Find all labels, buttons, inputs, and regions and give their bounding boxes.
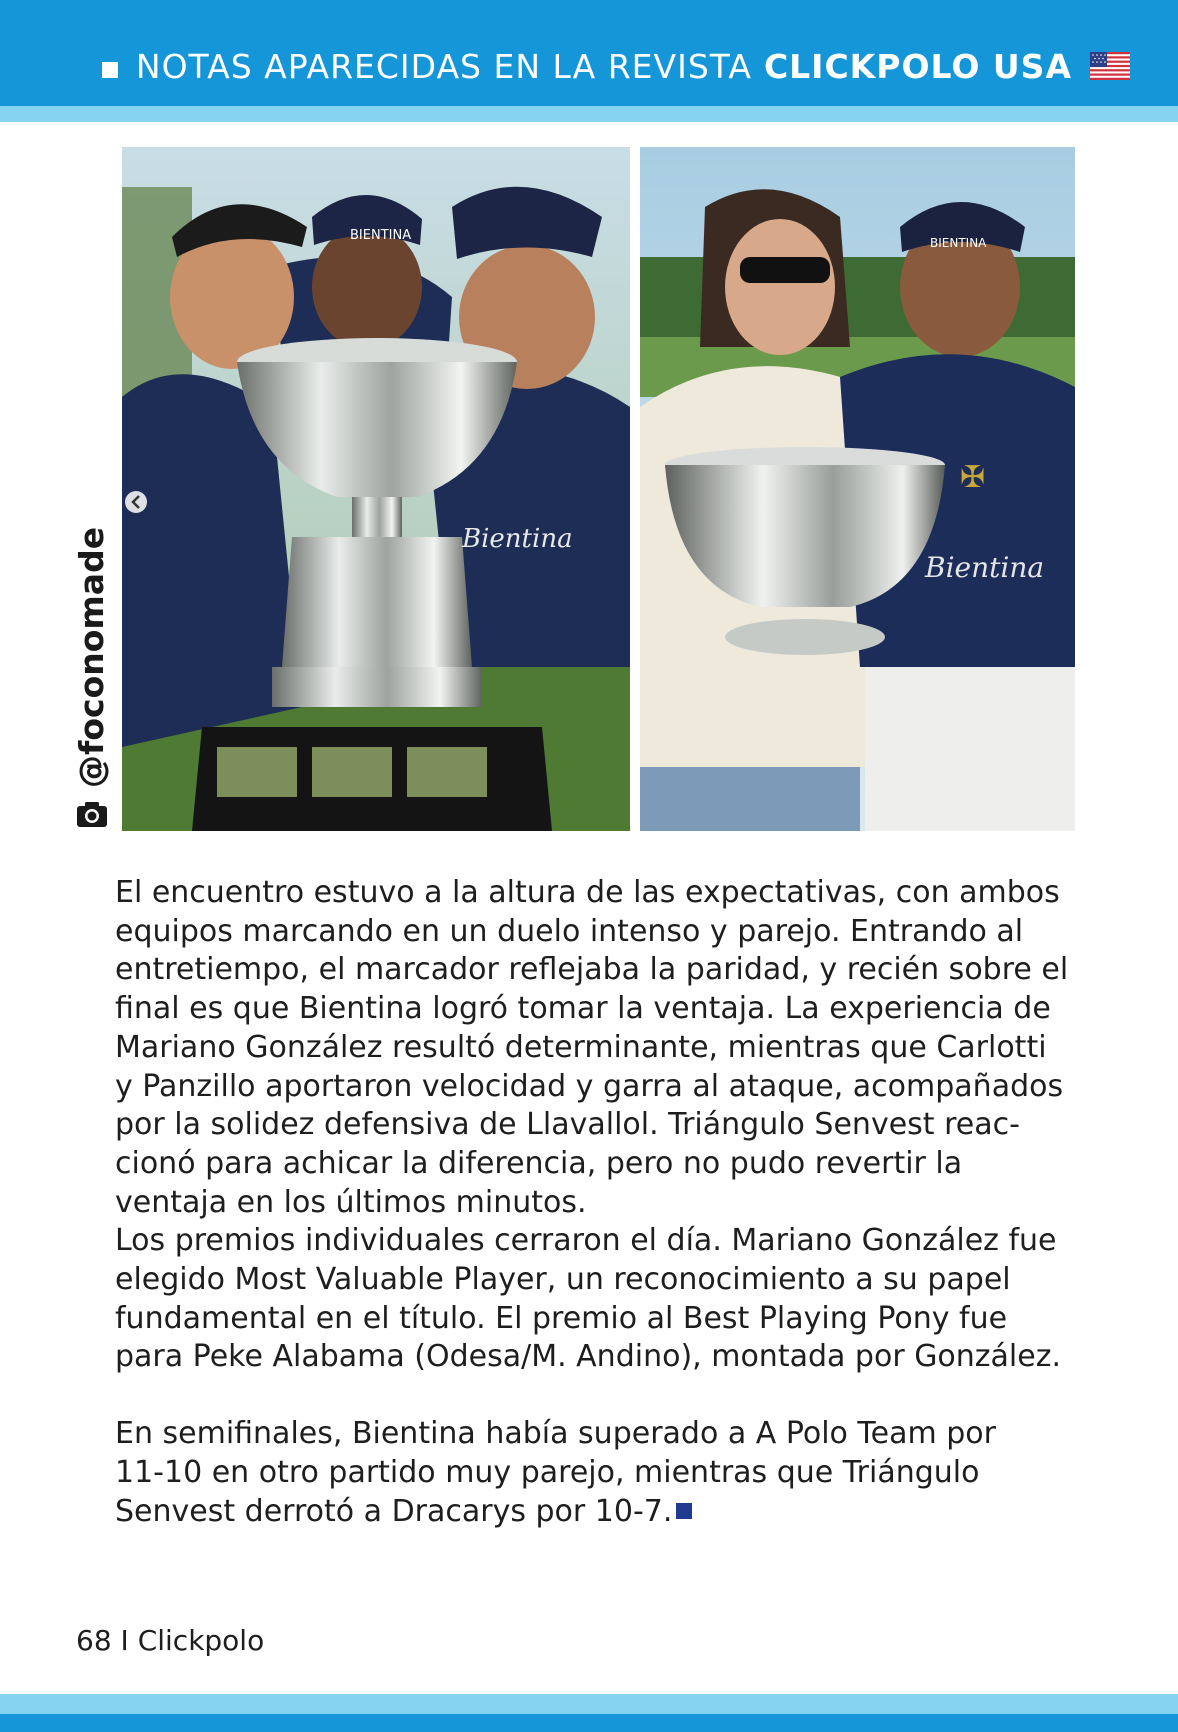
article-paragraph-last: [115, 1415, 1090, 1531]
bullet-square-icon: [102, 62, 118, 78]
jersey-text-right: Bientina: [925, 551, 1045, 584]
svg-text:✠: ✠: [960, 460, 986, 495]
article-paragraph: Los premios individuales cerraron el día. Mariano González fue elegido Most Valuable Player, un reconocimiento a su papel fundamental en el título. El premio al Best Playing Pony fue para Peke Alabama (Odesa/M. Andino), montada por González.: [115, 1223, 1062, 1375]
photo-credit: [72, 527, 111, 830]
header-brand: CLICKPOLO USA: [763, 46, 1072, 86]
end-mark-icon: [676, 1503, 692, 1519]
footer-bar: [0, 1714, 1178, 1732]
footer-stripe: [0, 1694, 1178, 1714]
page-number: 68 I Clickpolo: [76, 1624, 265, 1657]
photo-players-trophy: [122, 147, 630, 831]
chevron-left-icon[interactable]: [125, 491, 147, 513]
jersey-text-left: Bientina: [462, 524, 573, 554]
article-paragraph: El encuentro estuvo a la altura de las expectativas, con ambos equipos marcando en un duelo intenso y parejo. Entrando al entretiempo, el marcador reflejaba la paridad, y recién sobre el final es que Bientina logró tomar la ventaja. La experiencia de Mariano González resultó determinante, mientras que Carlotti y Panzillo aportaron velocidad y garra al ataque, acompañados por la solidez defensiva de Llavallol. Triángulo Senvest reac- cionó para achicar la diferencia, pero no pudo revertir la ventaja en los últimos minutos.: [115, 875, 1069, 1220]
us-flag-icon: [1090, 52, 1130, 80]
article-paragraph-text: En semifinales, Bientina había superado a A Polo Team por 11-10 en otro partido muy parejo, mientras que Triángulo Senvest derrotó a Dracarys por 10-7.: [115, 1416, 996, 1529]
cap-text-right: BIENTINA: [930, 236, 987, 250]
credit-handle: @foconomade: [72, 526, 111, 788]
article-body: [115, 874, 1090, 1531]
cap-text-left: BIENTINA: [350, 228, 412, 243]
header-stripe: [0, 106, 1178, 122]
header-prefix: NOTAS APARECIDAS EN LA REVISTA: [135, 46, 752, 86]
photo-couple-trophy: [640, 147, 1075, 831]
header-title: [102, 44, 1130, 88]
camera-icon: [76, 800, 108, 828]
